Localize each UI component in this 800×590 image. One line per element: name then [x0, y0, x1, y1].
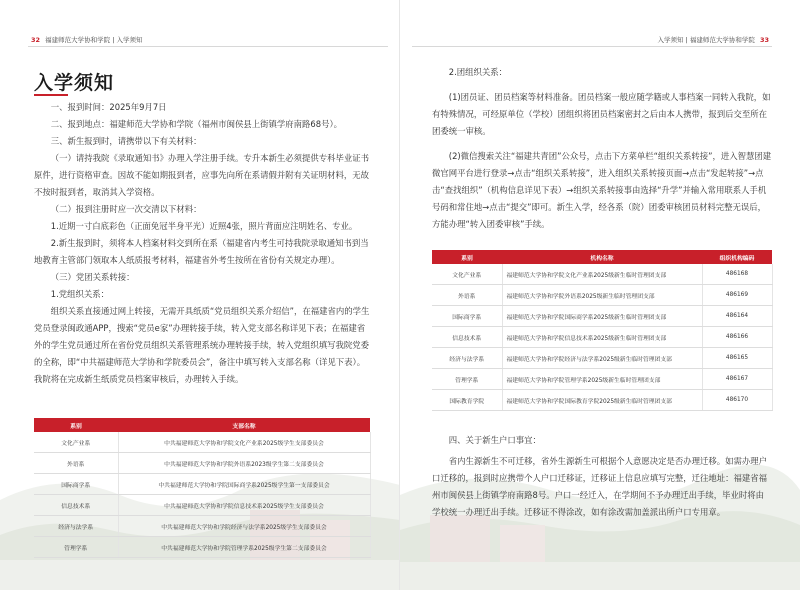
table-row [432, 327, 772, 348]
table-row [432, 264, 772, 285]
cell-department: 外语系 [34, 453, 118, 474]
table-row [34, 516, 370, 537]
page-number: 33 [759, 36, 769, 44]
header-rule [28, 46, 388, 47]
table-row [432, 285, 772, 306]
party-branch-table [34, 418, 371, 558]
cell-org-code: 486164 [702, 306, 772, 327]
cell-org-code: 486169 [702, 285, 772, 306]
cell-branch: 中共福建师范大学协和学院经济与法学系2025级学生支部委员会 [118, 516, 370, 537]
cell-org-code: 486165 [702, 348, 772, 369]
right-body [432, 64, 772, 233]
line-submit: （二）报到注册时应一次交清以下材料： [50, 204, 202, 214]
col-header-org-name: 机构名称 [502, 250, 702, 264]
cell-branch: 中共福建师范大学协和学院外语系2023级学生第二支部委员会 [118, 453, 370, 474]
cell-branch: 中共福建师范大学协和学院国际商学系2025级学生第一支部委员会 [118, 474, 370, 495]
table-row [432, 369, 772, 390]
line-party: （三）党团关系转接： [50, 272, 135, 282]
cell-department: 管理学系 [34, 537, 118, 558]
page-title: 入学须知 [34, 72, 115, 94]
line-location: 二、报到地点：福建师范大学协和学院（福州市闽侯县上街镇学府南路68号）。 [50, 119, 343, 129]
para-league-wechat: (2)微信搜索关注“福建共青团”公众号，点击下方菜单栏“组织关系转接”，进入智慧团建微官网平台进行登录→点击“组织关系转接”，进入组织关系转接页面→点击“发起转接”→点击“查找组织”（机构信息详见下表）→组织关系转接事由选择“升学”并输入常用联系人手机号码和常住地→点击“提交”即可。新生入学，经各系（院）团委审核团员材料完整无误后，方能办理“转入团委审核”手续。 [432, 151, 772, 229]
cell-branch: 中共福建师范大学协和学院管理学系2025级学生第二支部委员会 [118, 537, 370, 558]
line-league-org: 2.团组织关系： [448, 67, 508, 77]
page-header: 入学须知 | 福建师范大学协和学院 33 [657, 36, 769, 44]
table-row [34, 432, 370, 453]
col-header-department: 系别 [34, 418, 118, 432]
left-body [34, 99, 370, 388]
cell-org-code: 486168 [702, 264, 772, 285]
cell-department: 经济与法学系 [432, 348, 502, 369]
cell-org-name: 福建师范大学协和学院国际教育学院2025级新生临时管理团支部 [502, 390, 702, 411]
cell-department: 经济与法学系 [34, 516, 118, 537]
para-party-transfer: 组织关系直接通过网上转接，无需开具纸质“党员组织关系介绍信”，在福建省内的学生党员登录闽政通APP，搜索“党员e家”办理转接手续，转入党支部名称详见下表；在福建省外的学生党员通过所在省份党员组织关系管理系统办理转接手续，转入党组织填写我院党委的全称，即“中共福建师范大学协和学院委员会”，备注中填写转入支部名称（详见下表）。我院将在完成新生纸质党员档案审核后，办理转入手续。 [34, 306, 370, 384]
para-household: 省内生源新生不可迁移，省外生源新生可根据个人意愿决定是否办理迁移。如需办理户口迁移的，报到时应携带个人户口迁移证，迁移证上信息应填写完整，迁往地址：福建省福州市闽侯县上街镇学府南路8号。户口一经迁入，在学期间不予办理迁出手续，毕业时将由学校统一办理迁出手续。迁移证不得涂改，如有涂改需加盖派出所户口专用章。 [432, 456, 768, 517]
col-header-department: 系别 [432, 250, 502, 264]
para-photo: 1.近期一寸白底彩色（正面免冠半身平光）近照4张，照片背面应注明姓名、专业。 [50, 221, 358, 231]
cell-org-code: 486167 [702, 369, 772, 390]
page-header: 32 福建师范大学协和学院 | 入学须知 [31, 36, 143, 44]
table-row [432, 348, 772, 369]
cell-org-name: 福建师范大学协和学院经济与法学系2025级新生临时管理团支部 [502, 348, 702, 369]
cell-department: 信息技术系 [34, 495, 118, 516]
header-school: 福建师范大学协和学院 [45, 36, 111, 44]
header-school: 福建师范大学协和学院 [689, 36, 755, 44]
table-row [432, 390, 772, 411]
table-row [34, 537, 370, 558]
cell-department: 文化产业系 [432, 264, 502, 285]
household-section [432, 432, 772, 521]
line-date: 一、报到时间：2025年9月7日 [50, 102, 167, 112]
cell-branch: 中共福建师范大学协和学院信息技术系2025级学生支部委员会 [118, 495, 370, 516]
cell-department: 国际商学系 [432, 306, 502, 327]
table-row [432, 306, 772, 327]
cell-department: 信息技术系 [432, 327, 502, 348]
cell-org-code: 486166 [702, 327, 772, 348]
cell-org-name: 福建师范大学协和学院信息技术系2025级新生临时管理团支部 [502, 327, 702, 348]
col-header-branch: 支部名称 [118, 418, 370, 432]
line-materials: 三、新生报到时，请携带以下有关材料： [50, 136, 202, 146]
col-header-org-code: 组织机构编码 [702, 250, 772, 264]
cell-department: 文化产业系 [34, 432, 118, 453]
cell-org-name: 福建师范大学协和学院管理学系2025级新生临时管理团支部 [502, 369, 702, 390]
cell-org-name: 福建师范大学协和学院外语系2025级新生临时管理团支部 [502, 285, 702, 306]
right-page [400, 0, 800, 590]
cell-org-name: 福建师范大学协和学院国际商学系2025级新生临时管理团支部 [502, 306, 702, 327]
header-rule [412, 46, 772, 47]
para-notice: （一）请持我院《录取通知书》办理入学注册手续。专升本新生必须提供专科毕业证书原件，进行资格审查。因故不能如期报到者，应事先向所在系请假并附有关证明材料，无故不按时报到者，取消其入学资格。 [34, 153, 370, 197]
table-row [34, 495, 370, 516]
cell-department: 管理学系 [432, 369, 502, 390]
cell-org-name: 福建师范大学协和学院文化产业系2025级新生临时管理团支部 [502, 264, 702, 285]
header-section: 入学须知 [657, 36, 684, 44]
title-underline [34, 94, 68, 96]
table-row [34, 474, 370, 495]
cell-branch: 中共福建师范大学协和学院文化产业系2025级学生支部委员会 [118, 432, 370, 453]
header-section: 入学须知 [116, 36, 143, 44]
section-household-title: 四、关于新生户口事宜： [448, 435, 541, 445]
table-row [34, 453, 370, 474]
line-party-org: 1.党组织关系： [50, 289, 110, 299]
league-branch-table [432, 250, 773, 411]
cell-department: 外语系 [432, 285, 502, 306]
cell-department: 国际商学系 [34, 474, 118, 495]
para-archive: 2.新生报到时，须将本人档案材料交到所在系（福建省内考生可持我院录取通知书到当地教育主管部门领取本人纸质报考材料，福建省外考生按所在省份有关规定办理）。 [34, 238, 369, 265]
page-number: 32 [31, 36, 41, 44]
para-league-docs: (1)团员证、团员档案等材料准备。团员档案一般应随学籍或人事档案一同转入我院，如有特殊情况，可经原单位（学校）团组织将团员档案密封之后由本人携带，报到后交至所在团委统一审核。 [432, 92, 771, 136]
cell-department: 国际教育学院 [432, 390, 502, 411]
cell-org-code: 486170 [702, 390, 772, 411]
